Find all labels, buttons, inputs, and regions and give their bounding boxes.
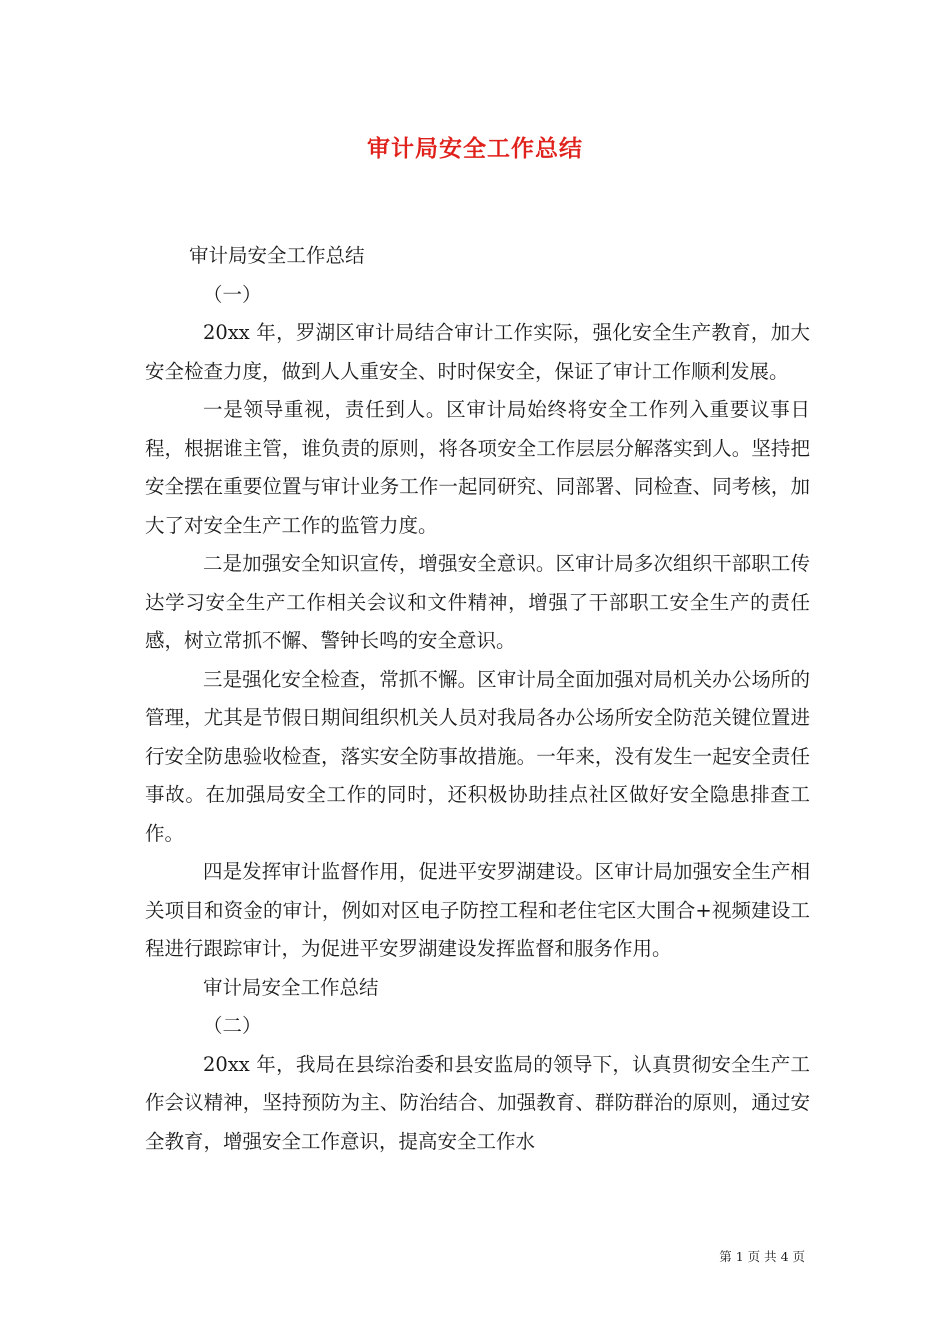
paragraph: 20xx 年，我局在县综治委和县安监局的领导下，认真贯彻安全生产工作会议精神，坚持预防为主、防治结合、加强教育、群防群治的原则，通过安全教育，增强安全工作意识，提高安全工作水	[145, 1052, 810, 1153]
page-number: 第 1 页 共 4 页	[719, 1249, 805, 1264]
paragraph: 20xx 年，罗湖区审计局结合审计工作实际，强化安全生产教育，加大安全检查力度，做到人人重安全、时时保安全，保证了审计工作顺利发展。	[145, 321, 810, 383]
document-title: 审计局安全工作总结	[367, 135, 583, 162]
paragraph: 二是加强安全知识宣传，增强安全意识。区审计局多次组织干部职工传达学习安全生产工作相关会议和文件精神，增强了干部职工安全生产的责任感，树立常抓不懈、警钟长鸣的安全意识。	[145, 552, 810, 652]
document-body	[145, 237, 810, 1161]
paragraph: 三是强化安全检查，常抓不懈。区审计局全面加强对局机关办公场所的管理，尤其是节假日期间组织机关人员对我局各办公场所安全防范关键位置进行安全防患验收检查，落实安全防事故措施。一年来，没有发生一起安全责任事故。在加强局安全工作的同时，还积极协助挂点社区做好安全隐患排查工作。	[145, 667, 810, 845]
section-heading: 审计局安全工作总结	[189, 244, 365, 267]
paragraph: 一是领导重视，责任到人。区审计局始终将安全工作列入重要议事日程，根据谁主管，谁负责的原则，将各项安全工作层层分解落实到人。坚持把安全摆在重要位置与审计业务工作一起同研究、同部署、同检查、同考核，加大了对安全生产工作的监管力度。	[145, 398, 810, 537]
paragraph: 四是发挥审计监督作用，促进平安罗湖建设。区审计局加强安全生产相关项目和资金的审计，例如对区电子防控工程和老住宅区大围合+视频建设工程进行跟踪审计，为促进平安罗湖建设发挥监督和服务作用。	[145, 860, 810, 960]
section-number: （二）	[203, 1014, 262, 1037]
section-heading: 审计局安全工作总结	[203, 975, 379, 999]
section-number: （一）	[203, 282, 262, 306]
